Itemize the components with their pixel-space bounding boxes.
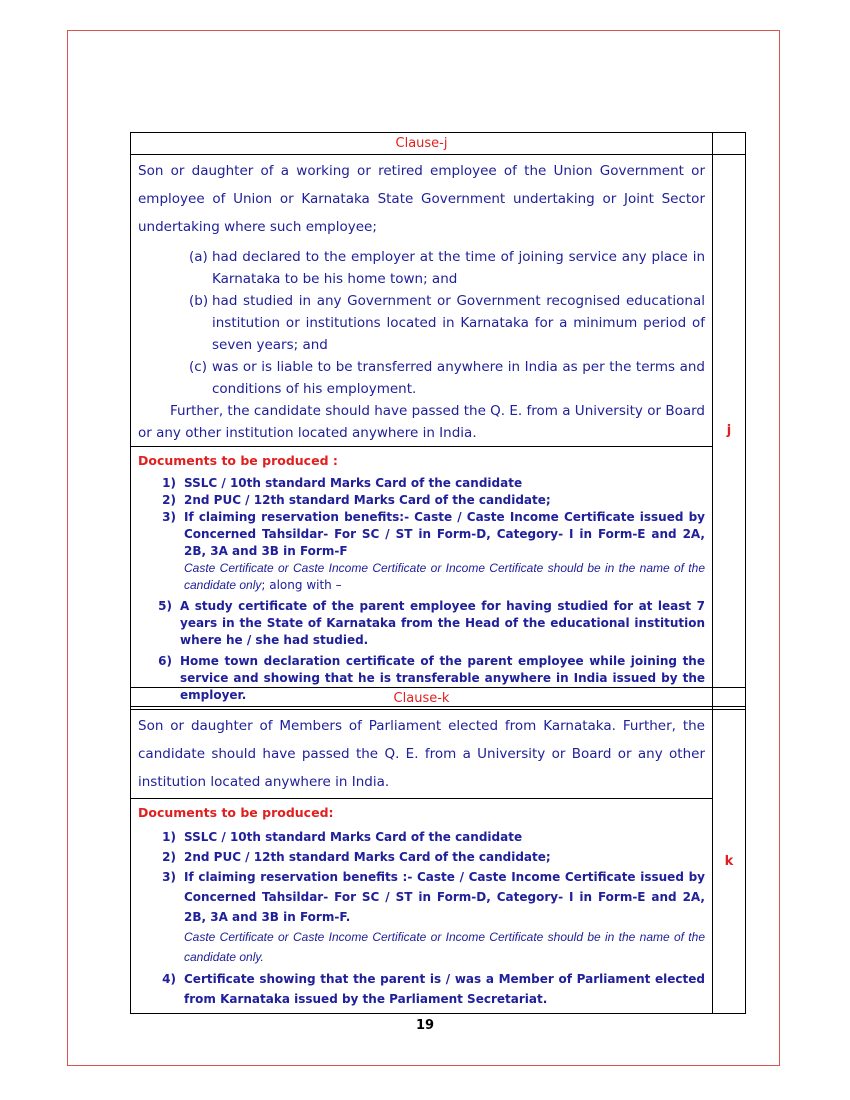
doc-text: 2nd PUC / 12th standard Marks Card of the candidate; xyxy=(184,493,551,507)
doc-text: A study certificate of the parent employee for having studied for at least 7 years in the State of Karnataka from the Head of the educational institution where he / she had studied. xyxy=(180,599,705,647)
doc-number: 3) xyxy=(162,510,176,524)
clause-k-doc-3 xyxy=(138,867,705,967)
page-number: 19 xyxy=(415,1018,435,1033)
doc-number: 1) xyxy=(162,476,176,490)
clause-k-title: Clause-k xyxy=(131,688,713,710)
clause-k-docs-title: Documents to be produced: xyxy=(138,805,334,820)
clause-j-doc-2 xyxy=(138,492,705,509)
clause-k-letter: k xyxy=(713,710,746,1014)
condition-c-text: was or is liable to be transferred anywhere in India as per the terms and conditions of his employment. xyxy=(212,359,705,397)
clause-j-title: Clause-j xyxy=(131,133,713,155)
clause-k-documents xyxy=(131,799,713,1014)
clause-j-docs-title: Documents to be produced : xyxy=(138,453,338,468)
clause-j-doc-5 xyxy=(138,598,705,649)
clause-j-intro: Son or daughter of a working or retired employee of the Union Government or employee of Union or Karnataka State Government undertaking or Joint Sector undertaking where such employee; xyxy=(138,163,705,235)
clause-j-further: Further, the candidate should have passed the Q. E. from a University or Board or any other institution located anywhere in India. xyxy=(138,403,705,441)
doc-note: Caste Certificate or Caste Income Certificate or Income Certificate should be in the name of the candidate only xyxy=(184,561,705,592)
doc-number: 2) xyxy=(162,493,176,507)
doc-note: Caste Certificate or Caste Income Certificate or Income Certificate should be in the name of the candidate only. xyxy=(184,930,705,964)
doc-text: SSLC / 10th standard Marks Card of the candidate xyxy=(184,830,523,844)
doc-tail: ; along with – xyxy=(261,578,342,592)
doc-number: 6) xyxy=(158,654,172,668)
condition-b-text: had studied in any Government or Government recognised educational institution or institutions located in Karnataka for a minimum period of seven years; and xyxy=(212,293,705,353)
doc-text: SSLC / 10th standard Marks Card of the candidate xyxy=(184,476,523,490)
clause-j-letter: j xyxy=(713,155,746,707)
clause-k-description xyxy=(131,710,713,799)
condition-b xyxy=(189,290,705,356)
clause-j-table xyxy=(130,132,746,707)
condition-b-label: (b) xyxy=(189,293,209,309)
clause-k-doc-4 xyxy=(138,969,705,1009)
condition-a xyxy=(189,246,705,290)
clause-k-doc-1 xyxy=(138,827,705,847)
clause-k-intro: Son or daughter of Members of Parliament elected from Karnataka. Further, the candidate should have passed the Q. E. from a University or Board or any other institution located anywhere in India. xyxy=(138,718,705,790)
clause-j-side-header xyxy=(713,133,746,155)
doc-text: Home town declaration certificate of the parent employee while joining the service and showing that he is transferable anywhere in India issued by the employer. xyxy=(180,654,705,702)
clause-j-doc-3 xyxy=(138,509,705,594)
doc-number: 5) xyxy=(158,599,172,613)
doc-text: Certificate showing that the parent is / was a Member of Parliament elected from Karnataka issued by the Parliament Secretariat. xyxy=(184,972,705,1006)
clause-k-table xyxy=(130,687,746,1014)
doc-text: If claiming reservation benefits :- Caste / Caste Income Certificate issued by Concerned Tahsildar- For SC / ST in Form-D, Category- I in Form-E and 2A, 2B, 3A and 3B in Form-F. xyxy=(184,870,705,924)
condition-c-label: (c) xyxy=(189,359,207,375)
condition-c xyxy=(189,356,705,400)
clause-k-side-header xyxy=(713,688,746,710)
clause-j-description xyxy=(131,155,713,447)
clause-j-documents xyxy=(131,447,713,707)
doc-text: If claiming reservation benefits:- Caste / Caste Income Certificate issued by Concerned Tahsildar- For SC / ST in Form-D, Category- I in Form-E and 2A, 2B, 3A and 3B in Form-F xyxy=(184,510,705,558)
doc-number: 4) xyxy=(162,972,176,986)
doc-number: 3) xyxy=(162,870,176,884)
clause-j-doc-1 xyxy=(138,475,705,492)
clause-k-doc-2 xyxy=(138,847,705,867)
doc-number: 2) xyxy=(162,850,176,864)
condition-a-label: (a) xyxy=(189,249,208,265)
condition-a-text: had declared to the employer at the time of joining service any place in Karnataka to be his home town; and xyxy=(212,249,705,287)
doc-number: 1) xyxy=(162,830,176,844)
doc-text: 2nd PUC / 12th standard Marks Card of the candidate; xyxy=(184,850,551,864)
